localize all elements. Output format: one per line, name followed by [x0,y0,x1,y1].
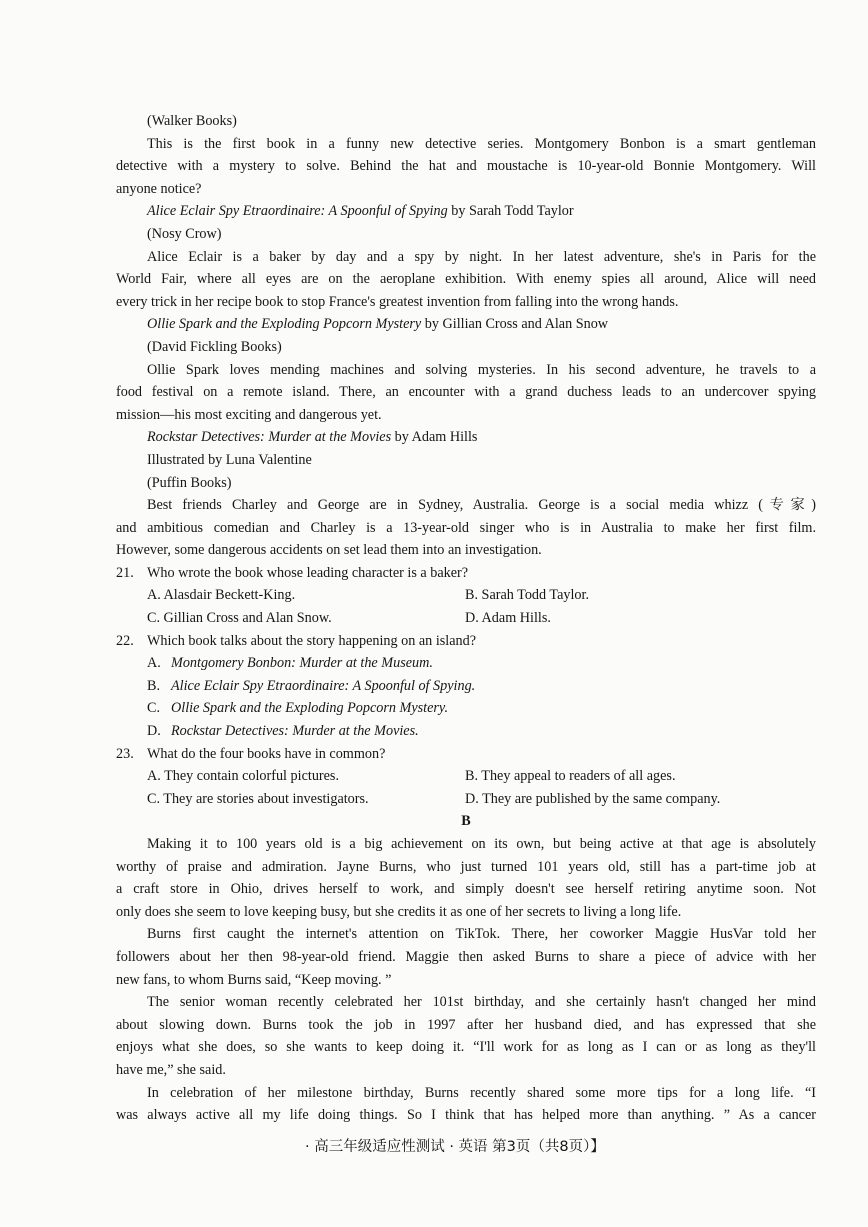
book-description-line: World Fair, where all eyes are on the aeroplane exhibition. With enemy spies all around, Alice will need [116,271,816,288]
option-a: A. They contain colorful pictures. [147,768,340,785]
option-row [116,765,816,788]
section-heading: B [461,813,471,830]
question-text: Who wrote the book whose leading character is a baker? [147,564,469,581]
book-description-line: food festival on a remote island. There, an encounter with a grand duchess leads to an undercover spying [116,384,816,401]
option-a: A. Alasdair Beckett-King. [147,587,296,604]
passage-line: The senior woman recently celebrated her 101st birthday, and she certainly hasn't changed her mind [147,994,816,1011]
option-d: D. They are published by the same company. [465,790,721,807]
option-c: C. Ollie Spark and the Exploding Popcorn Mystery. [147,700,448,717]
book-description-line: Best friends Charley and George are in Sydney, Australia. George is a social media whizz (专家) [147,497,816,514]
book-author: by Gillian Cross and Alan Snow [421,316,609,333]
question-21 [116,562,816,585]
passage-line: was always active all my life doing things. So I think that has helped more than anything. ” As a cancer [116,1107,816,1124]
book-title: Rockstar Detectives: Murder at the Movies [147,429,392,446]
option-b: B. Alice Eclair Spy Etraordinaire: A Spoonful of Spying. [147,677,476,694]
passage-line: followers about her then 98-year-old friend. Maggie then asked Burns to share a piece of advice with her [116,948,816,965]
book-illustrator: Illustrated by Luna Valentine [147,451,312,468]
option-b: B. They appeal to readers of all ages. [465,768,676,785]
option-b: B. Sarah Todd Taylor. [465,587,589,604]
book-publisher: (David Fickling Books) [147,338,282,355]
passage-line: worthy of praise and admiration. Jayne Burns, who just turned 101 years old, still has a part-time job at [116,858,816,875]
book-description-line: This is the first book in a funny new detective series. Montgomery Bonbon is a smart gentleman [147,135,816,152]
book-description-line: Ollie Spark loves mending machines and solving mysteries. In his second adventure, he travels to a [147,361,816,378]
book-description-line: However, some dangerous accidents on set lead them into an investigation. [116,542,542,559]
passage-line: Making it to 100 years old is a big achievement on its own, but being active at that age is absolutely [147,836,816,852]
page-content [116,110,816,1127]
passage-line: Burns first caught the internet's attention on TikTok. There, her coworker Maggie HusVar told her [147,926,816,943]
option-a: A. Montgomery Bonbon: Murder at the Museum. [147,655,433,672]
option-row [116,607,816,630]
book-description-line: every trick in her recipe book to stop France's greatest invention from falling into the wrong hands. [116,293,679,310]
page-footer: · 高三年级适应性测试 · 英语 第3页（共8页）】 [305,1139,605,1155]
passage-line: about slowing down. Burns took the job in 1997 after her husband died, and has expressed that she [116,1016,816,1033]
book-title-line [116,426,816,449]
passage-line: In celebration of her milestone birthday, Burns recently shared some more tips for a long life. “I [147,1084,816,1101]
option-d: D. Adam Hills. [465,610,551,627]
book-publisher: (Nosy Crow) [147,225,222,242]
question-text: What do the four books have in common? [147,745,386,762]
option-c: C. Gillian Cross and Alan Snow. [147,610,332,627]
book-title-line [116,200,816,223]
passage-line: only does she seem to love keeping busy, but she credits it as one of her secrets to living a long life. [116,903,682,920]
passage-line: a craft store in Ohio, drives herself to work, and simply doesn't see herself retiring anytime soon. Not [116,881,816,898]
book-description-line: and ambitious comedian and Charley is a 13-year-old singer who is in Australia to make her first film. [116,519,816,536]
option-c: C. They are stories about investigators. [147,790,369,807]
book-author: by Sarah Todd Taylor [447,203,574,220]
option-row [116,584,816,607]
passage-line: enjoys what she does, so she wants to keep doing it. “I'll work for as long as I can or as long as they'll [116,1039,816,1056]
book-title: Ollie Spark and the Exploding Popcorn Mystery [147,316,422,333]
book-publisher: (Puffin Books) [147,474,232,491]
question-23 [116,743,816,766]
book-description-line: anyone notice? [116,180,202,197]
option-d: D. Rockstar Detectives: Murder at the Movies. [147,723,419,740]
book-title-line [116,313,816,336]
question-22 [116,630,816,653]
book-description-line: mission—his most exciting and dangerous yet. [116,406,382,423]
option-row [116,788,816,811]
question-text: Which book talks about the story happening on an island? [147,632,477,649]
book-description-line: Alice Eclair is a baker by day and a spy by night. In her latest adventure, she's in Paris for the [147,248,816,265]
book-author: by Adam Hills [391,429,478,446]
book-title: Alice Eclair Spy Etraordinaire: A Spoonful of Spying [147,203,448,220]
book-publisher: (Walker Books) [147,113,237,129]
passage-line: new fans, to whom Burns said, “Keep moving. ” [116,971,392,988]
book-description-line: detective with a mystery to solve. Behind the hat and moustache is 10-year-old Bonnie Montgomery. Will [116,158,816,175]
passage-line: have me,” she said. [116,1061,226,1078]
question-number: 21. [116,564,134,581]
question-number: 23. [116,745,134,762]
question-number: 22. [116,632,134,649]
